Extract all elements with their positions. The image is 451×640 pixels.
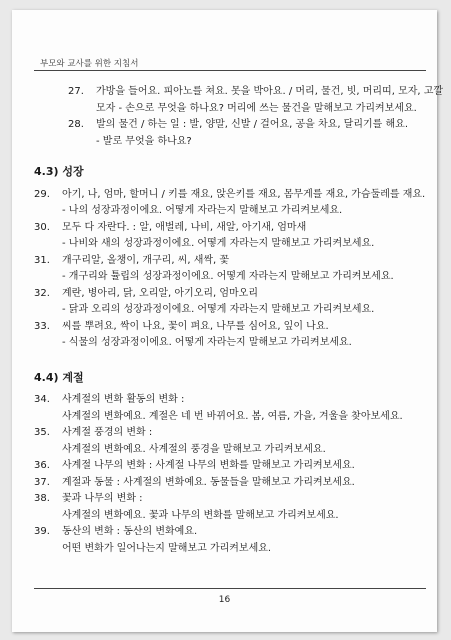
item-text: 사계절 풍경의 변화 : xyxy=(62,427,153,438)
item-number: 34. xyxy=(34,394,50,405)
list-item xyxy=(34,458,430,475)
item-number: 33. xyxy=(34,320,50,332)
item-text: 계란, 병아리, 닭, 오리알, 아기오리, 엄마오리 xyxy=(62,287,259,299)
item-text-continued: - 닭과 오리의 성장과정이에요. 어떻게 자라는지 말해보고 가리켜보세요. xyxy=(62,304,375,315)
list-item xyxy=(34,84,444,101)
list-item xyxy=(34,187,430,204)
item-number: 28. xyxy=(68,119,84,130)
list-item xyxy=(34,253,430,270)
item-block xyxy=(34,524,430,557)
item-text: 꽃과 나무의 변화 : xyxy=(62,493,143,504)
item-text-continued: - 개구리와 튤립의 성장과정이에요. 어떻게 자라는지 말해보고 가리켜보세요. xyxy=(62,271,394,282)
item-number: 36. xyxy=(34,460,50,471)
item-text: 가방을 들어요. 피아노를 쳐요. 못을 박아요. / 머리, 물건, 빗, 머리띠, 모자, 고깔 xyxy=(96,86,444,97)
item-text: 동산의 변화 : 동산의 변화예요. xyxy=(62,526,198,537)
list-item xyxy=(34,475,430,492)
list-item xyxy=(34,524,430,541)
item-block xyxy=(34,220,430,253)
item-text: 개구리알, 올챙이, 개구리, 씨, 새싹, 꽃 xyxy=(62,254,230,266)
list-item xyxy=(34,286,430,303)
item-text: 사계절의 변화 활동의 변화 : xyxy=(62,394,185,405)
item-block xyxy=(34,253,430,286)
footer-divider xyxy=(34,588,426,589)
item-number: 29. xyxy=(34,188,50,200)
item-text: 사계절 나무의 변화 : 사계절 나무의 변화를 말해보고 가리켜보세요. xyxy=(62,460,355,471)
section-heading: 4.3) 성장 xyxy=(34,165,84,178)
item-text-continued: 사계절의 변화예요. 꽃과 나무의 변화를 말해보고 가리켜보세요. xyxy=(62,509,339,521)
item-number: 32. xyxy=(34,287,50,299)
item-block xyxy=(34,475,430,492)
running-header: 부모와 교사를 위한 지침서 xyxy=(40,59,139,69)
item-number: 30. xyxy=(34,221,50,233)
item-block xyxy=(34,392,430,425)
item-text-continued: - 나의 성장과정이에요. 어떻게 자라는지 말해보고 가리켜보세요. xyxy=(62,205,343,216)
list-item xyxy=(34,491,430,508)
item-text: 계절과 동물 : 사계절의 변화예요. 동물들을 말해보고 가리켜보세요. xyxy=(62,476,355,488)
item-text-continued: - 식물의 성장과정이에요. 어떻게 자라는지 말해보고 가리켜보세요. xyxy=(62,337,352,348)
item-number: 27. xyxy=(68,86,84,97)
item-number: 37. xyxy=(34,476,50,488)
section-heading: 4.4) 계절 xyxy=(34,370,84,384)
page-content xyxy=(34,84,444,557)
list-item xyxy=(34,117,430,134)
item-number: 39. xyxy=(34,526,50,537)
item-text-continued: - 발로 무엇을 하나요? xyxy=(96,135,192,147)
item-block xyxy=(34,286,430,319)
item-text: 발의 물건 / 하는 일 : 발, 양말, 신발 / 걸어요, 공을 차요, 달리기를 해요. xyxy=(96,119,409,130)
item-text-continued: 모자 - 손으로 무엇을 하나요? 머리에 쓰는 물건을 말해보고 가리켜보세요. xyxy=(96,102,417,114)
header-divider xyxy=(34,70,426,71)
item-text-continued: 사계절의 변화예요. 사계절의 풍경을 말해보고 가리켜보세요. xyxy=(62,443,326,455)
list-item xyxy=(34,220,430,237)
item-number: 38. xyxy=(34,493,50,504)
item-text: 모두 다 자란다. : 알, 애벌레, 나비, 새알, 아기새, 엄마새 xyxy=(62,221,307,233)
list-item xyxy=(34,392,430,409)
item-text-continued: 사계절의 변화예요. 계절은 네 번 바뀌어요. 봄, 여름, 가을, 겨울을 찾아보세요. xyxy=(62,410,403,422)
document-page xyxy=(12,10,444,632)
item-text-continued: - 나비와 새의 성장과정이에요. 어떻게 자라는지 말해보고 가리켜보세요. xyxy=(62,238,375,249)
item-block xyxy=(34,425,430,458)
item-text-continued: 어떤 변화가 일어나는지 말해보고 가리켜보세요. xyxy=(62,542,272,554)
item-block xyxy=(34,84,444,117)
item-block xyxy=(34,187,430,220)
list-item xyxy=(34,319,430,336)
item-number: 31. xyxy=(34,254,50,266)
item-block xyxy=(34,458,430,475)
item-block xyxy=(34,117,430,150)
item-block xyxy=(34,491,430,524)
item-block xyxy=(34,319,430,352)
list-item xyxy=(34,425,430,442)
item-number: 35. xyxy=(34,427,50,438)
page-number: 16 xyxy=(218,595,231,605)
item-text: 아기, 나, 엄마, 할머니 / 키를 재요, 앉은키를 재요, 몸무게를 재요, 가슴둘레를 재요. xyxy=(62,188,426,200)
item-text: 씨를 뿌려요, 싹이 나요, 꽃이 펴요, 나무를 심어요, 잎이 나요. xyxy=(62,320,329,332)
